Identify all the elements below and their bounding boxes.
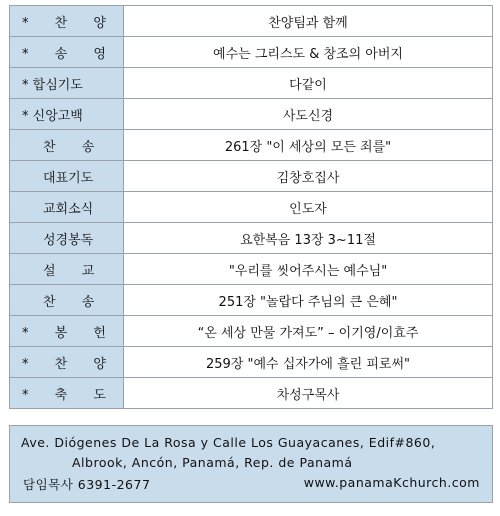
order-label: * 축 도 [22,387,106,403]
order-label: 대표기도 [43,170,94,186]
order-label-cell [10,6,124,37]
order-row [10,37,493,68]
order-label: * 합심기도 [22,77,83,93]
order-value: 찬양팀과 함께 [124,6,493,37]
order-row [10,99,493,130]
order-row [10,6,493,37]
order-value: 차성구목사 [124,378,493,409]
order-value: 다같이 [124,68,493,99]
order-label-cell [10,99,124,130]
order-value: 김창호집사 [124,161,493,192]
order-label: 성경봉독 [43,232,94,248]
order-label-cell [10,68,124,99]
order-value: "우리를 씻어주시는 예수님" [124,254,493,285]
order-label-cell [10,285,124,316]
order-value: 251장 "놀랍다 주님의 큰 은혜" [124,285,493,316]
order-label-cell [10,347,124,378]
worship-order-table [9,5,493,409]
order-label: * 찬 양 [22,356,106,372]
order-value: “온 세상 만물 가져도” – 이기영/이효주 [124,316,493,347]
order-label-cell [10,130,124,161]
pastor-phone: 담임목사 6391-2677 [23,477,151,492]
order-label-cell [10,161,124,192]
order-label: 찬 송 [43,294,95,310]
order-label: 교회소식 [43,201,94,217]
order-row [10,223,493,254]
order-label: * 신앙고백 [22,108,83,124]
order-row [10,254,493,285]
order-label-cell [10,316,124,347]
order-label-cell [10,192,124,223]
order-row [10,161,493,192]
church-website[interactable]: www.panamaKchurch.com [303,475,480,490]
order-label: 설 교 [43,263,95,279]
order-value: 인도자 [124,192,493,223]
order-label-cell [10,37,124,68]
order-row [10,130,493,161]
order-value: 요한복음 13장 3~11절 [124,223,493,254]
order-label: * 봉 헌 [22,325,106,341]
order-label-cell [10,223,124,254]
order-row [10,192,493,223]
order-row [10,347,493,378]
order-row [10,285,493,316]
order-label-cell [10,254,124,285]
church-info-footer [9,425,493,503]
order-value: 사도신경 [124,99,493,130]
order-label-cell [10,378,124,409]
order-label: * 송 영 [22,46,106,62]
order-value: 예수는 그리스도 & 창조의 아버지 [124,37,493,68]
order-row [10,378,493,409]
order-row [10,68,493,99]
worship-order-body [10,6,493,409]
order-value: 261장 "이 세상의 모든 죄를" [124,130,493,161]
address-line-1: Ave. Diógenes De La Rosa y Calle Los Guayacanes, Edif#860, [21,435,436,450]
order-label: * 찬 양 [22,15,106,31]
order-row [10,316,493,347]
order-value: 259장 "예수 십자가에 흘린 피로써" [124,347,493,378]
address-line-2: Albrook, Ancón, Panamá, Rep. de Panamá [72,455,353,470]
order-label: 찬 송 [43,139,95,155]
